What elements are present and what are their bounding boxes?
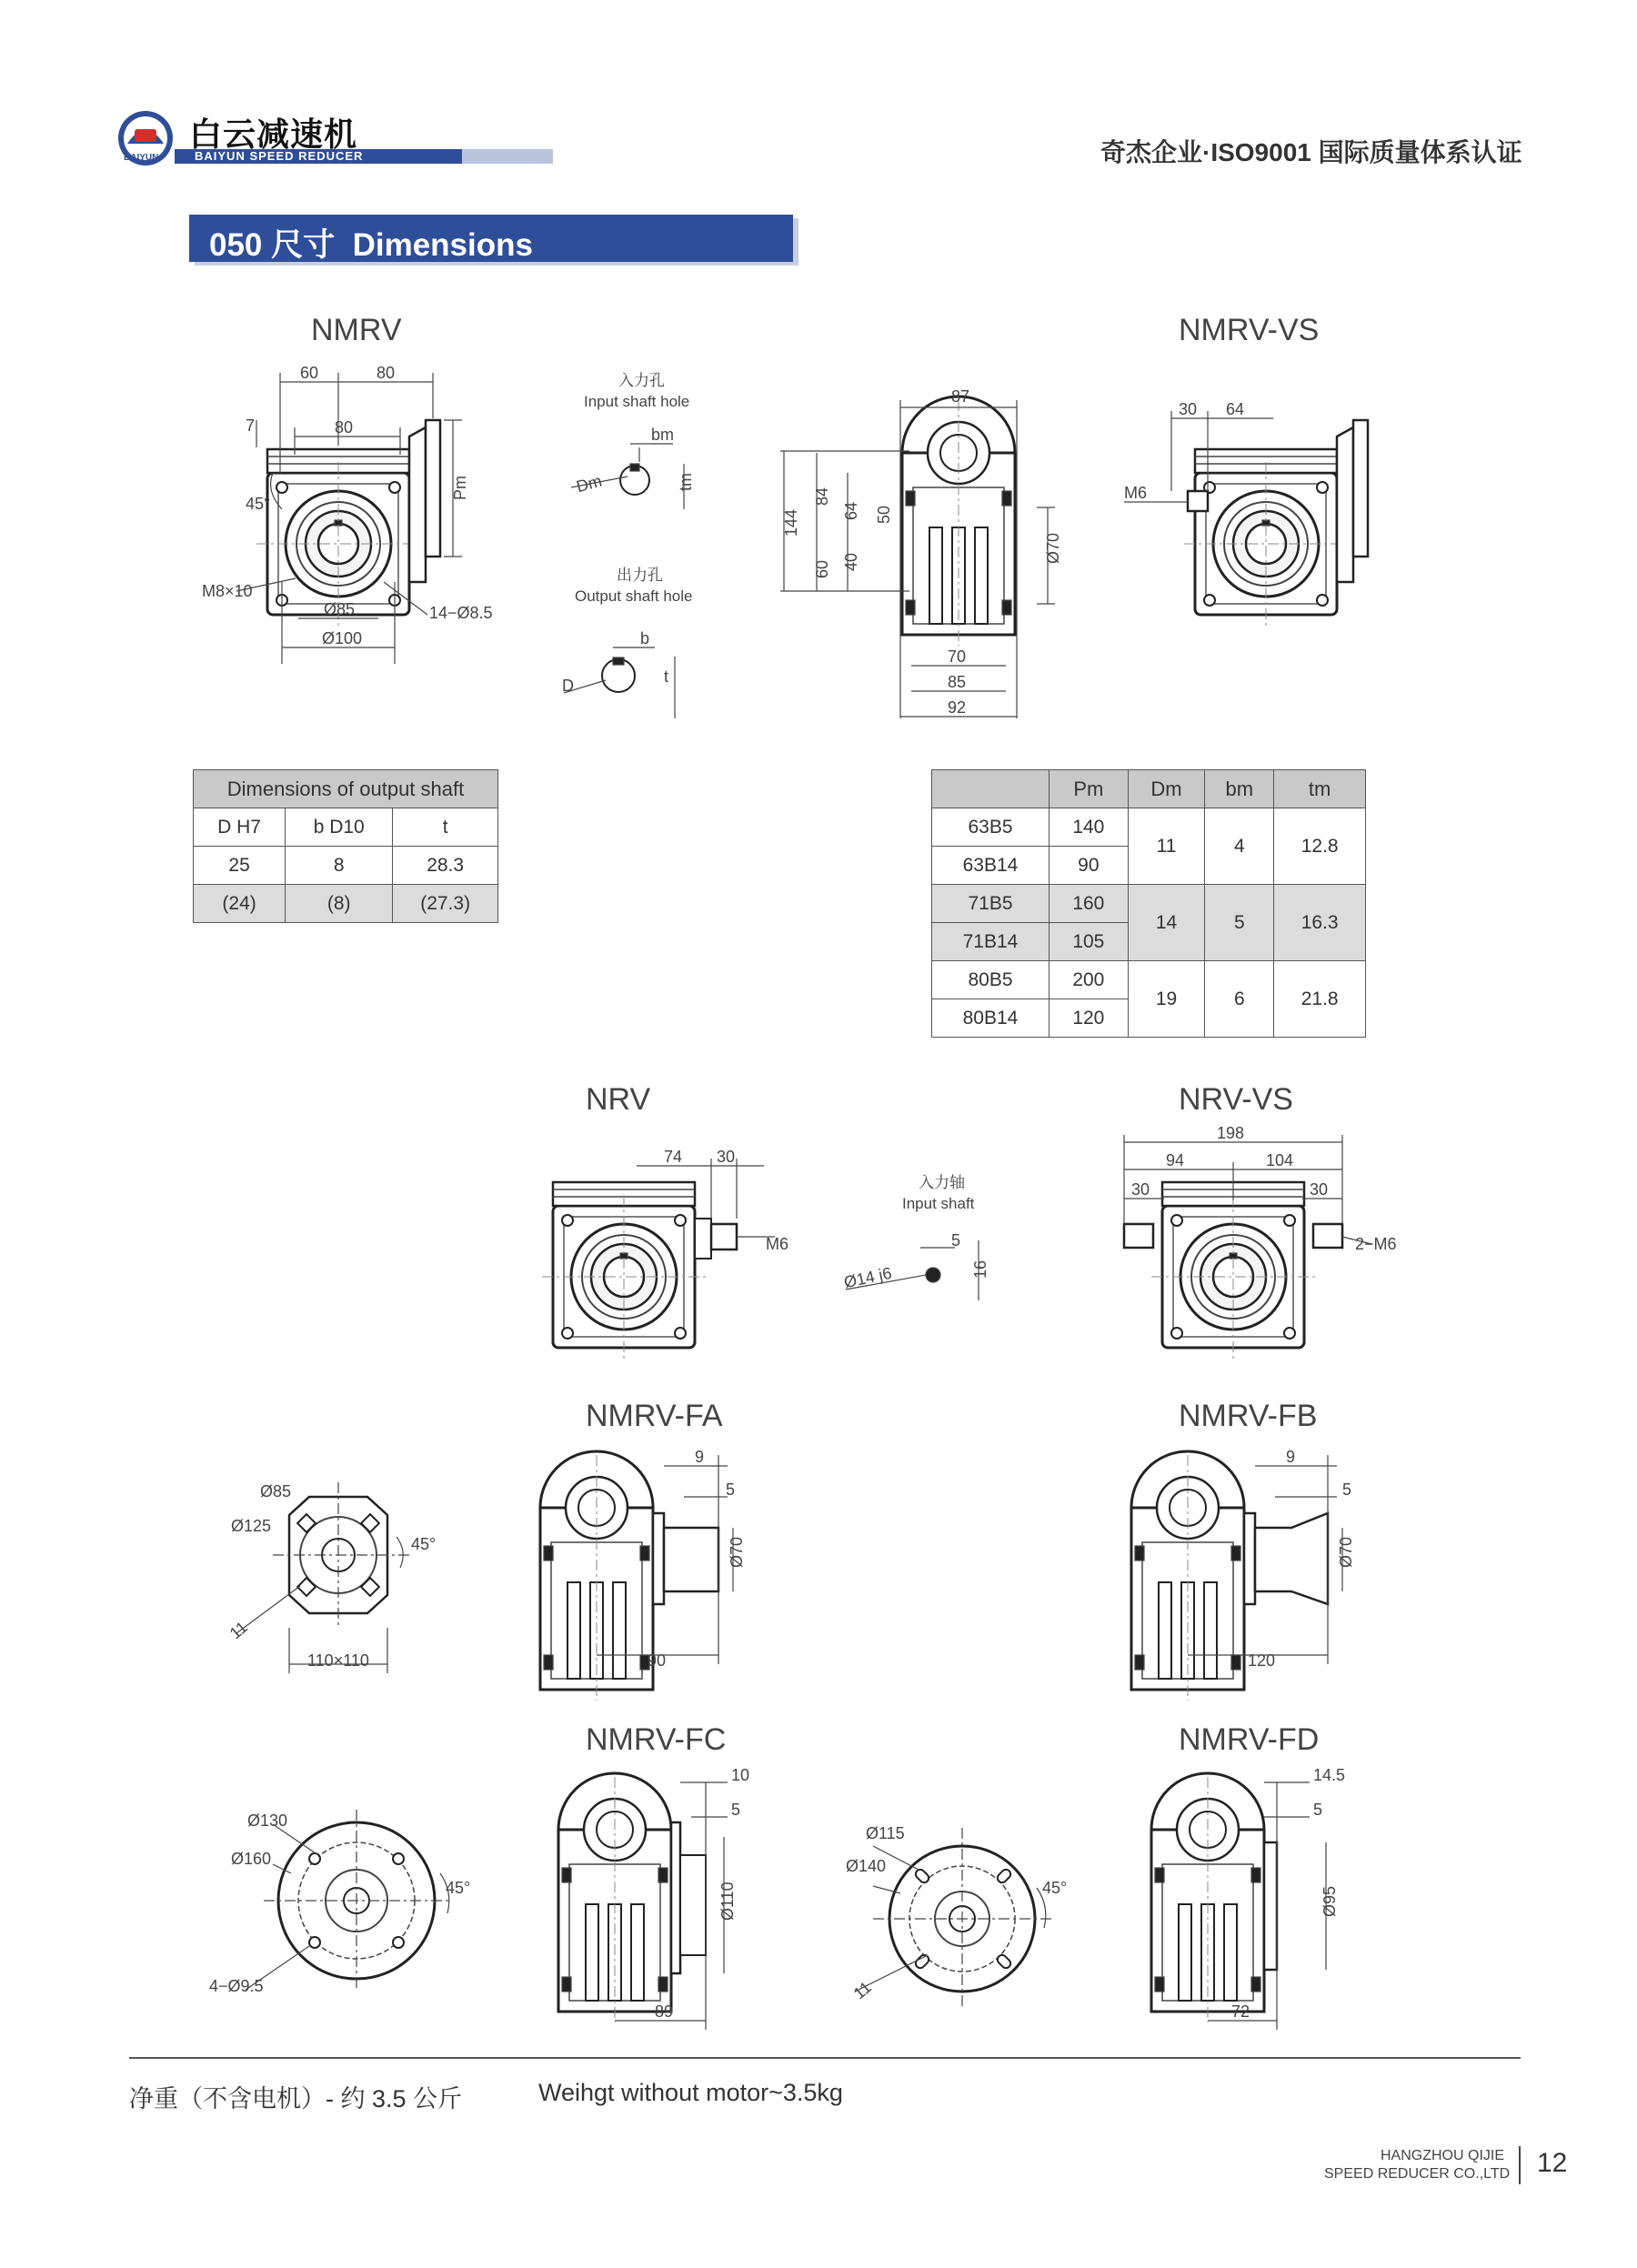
dim-label: 45° bbox=[446, 1879, 471, 1897]
table-cell: 25 bbox=[194, 847, 286, 885]
table-cell: 6 bbox=[1205, 961, 1274, 1038]
dim-label: M8×10 bbox=[202, 582, 253, 600]
dim-label: 4−Ø9.5 bbox=[209, 1977, 264, 1995]
dim-label: Ø85 bbox=[324, 600, 356, 618]
dim-label: 110×110 bbox=[307, 1651, 369, 1670]
output-hole-label-en: Output shaft hole bbox=[575, 587, 693, 605]
dim-label: M6 bbox=[1124, 484, 1148, 502]
dim-label: 87 bbox=[951, 387, 970, 406]
table-cell: 105 bbox=[1049, 923, 1129, 961]
table-cell: 16.3 bbox=[1274, 885, 1366, 961]
table-cell: 11 bbox=[1128, 808, 1205, 885]
table-cell: 8 bbox=[286, 847, 393, 885]
dim-label: bm bbox=[651, 426, 675, 444]
dim-label: 104 bbox=[1266, 1151, 1294, 1169]
table-cell: 120 bbox=[1049, 999, 1129, 1038]
certification-text: 奇杰企业·ISO9001 国际质量体系认证 bbox=[1100, 138, 1522, 166]
table-cell: 63B5 bbox=[932, 808, 1049, 847]
dim-label: 120 bbox=[1248, 1651, 1276, 1670]
table-header-cell: bm bbox=[1205, 770, 1274, 808]
dim-label: 5 bbox=[1342, 1480, 1352, 1499]
table-row bbox=[194, 847, 498, 885]
table-header-cell: D H7 bbox=[194, 808, 286, 847]
dim-label: Ø95 bbox=[1321, 1885, 1339, 1917]
dim-label: Ø160 bbox=[231, 1850, 272, 1868]
dim-label: 9 bbox=[1286, 1448, 1296, 1466]
page-separator bbox=[1519, 2146, 1521, 2184]
dim-label: tm bbox=[677, 473, 695, 491]
output-shaft-table bbox=[193, 769, 498, 923]
dim-label: 89 bbox=[655, 2002, 674, 2021]
dim-label: 60 bbox=[813, 559, 831, 578]
dim-label: 30 bbox=[1179, 400, 1198, 418]
dim-label: 60 bbox=[300, 364, 319, 382]
company-name-1: HANGZHOU QIJIE bbox=[1381, 2148, 1505, 2163]
dim-label: Dm bbox=[574, 471, 604, 497]
dim-label: Ø140 bbox=[846, 1857, 887, 1875]
table-cell: 80B5 bbox=[932, 961, 1049, 999]
dim-label: 9 bbox=[695, 1448, 705, 1466]
dim-label: 84 bbox=[813, 487, 831, 506]
table-header-cell: b D10 bbox=[286, 808, 393, 847]
dim-label: 70 bbox=[948, 647, 967, 666]
dim-label: 74 bbox=[664, 1148, 683, 1166]
input-hole-label-en: Input shaft hole bbox=[584, 393, 690, 410]
table-cell: 71B14 bbox=[932, 923, 1049, 961]
table-cell: 140 bbox=[1049, 808, 1129, 847]
output-table-title: Dimensions of output shaft bbox=[194, 770, 498, 808]
table-cell: 28.3 bbox=[393, 847, 498, 885]
input-shaft-label-cn: 入力轴 bbox=[919, 1174, 965, 1191]
dim-label: 45° bbox=[246, 495, 271, 513]
title-nrv-vs: NRV-VS bbox=[1179, 1082, 1293, 1117]
table-cell: 63B14 bbox=[932, 847, 1049, 885]
dim-label: 45° bbox=[411, 1535, 437, 1553]
dim-label: 94 bbox=[1166, 1151, 1185, 1169]
dim-label: Ø110 bbox=[718, 1882, 737, 1921]
dim-label: D bbox=[562, 677, 574, 695]
logo-english-text: BAIYUN SPEED REDUCER bbox=[195, 149, 364, 163]
dim-label: Ø70 bbox=[1044, 532, 1062, 564]
input-flange-table bbox=[931, 769, 1366, 1038]
dim-label: 45° bbox=[1042, 1879, 1068, 1897]
input-hole-label-cn: 入力孔 bbox=[618, 372, 665, 389]
dim-label: 14−Ø8.5 bbox=[429, 604, 493, 622]
dim-label: Pm bbox=[451, 476, 469, 500]
output-hole-label-cn: 出力孔 bbox=[617, 567, 663, 584]
dim-label: 16 bbox=[971, 1259, 989, 1279]
weight-cn: 净重（不含电机）- 约 3.5 公斤 bbox=[129, 2085, 463, 2112]
table-row bbox=[932, 961, 1366, 999]
dim-label: b bbox=[640, 629, 650, 647]
table-header-cell bbox=[932, 770, 1049, 808]
page-number: 12 bbox=[1537, 2148, 1568, 2178]
table-row bbox=[932, 808, 1366, 847]
dim-label: 30 bbox=[1131, 1180, 1150, 1199]
dim-label: 85 bbox=[948, 673, 967, 691]
dim-label: 10 bbox=[731, 1766, 750, 1784]
dim-label: 5 bbox=[726, 1480, 736, 1499]
title-nmrv-fc: NMRV-FC bbox=[586, 1722, 727, 1757]
dim-label: 198 bbox=[1217, 1124, 1245, 1142]
dim-label: 30 bbox=[1310, 1180, 1329, 1199]
table-cell: 160 bbox=[1049, 885, 1129, 923]
table-cell: 5 bbox=[1205, 885, 1274, 961]
table-header-cell: tm bbox=[1274, 770, 1366, 808]
table-row bbox=[932, 885, 1366, 923]
dim-label: 5 bbox=[731, 1801, 741, 1819]
table-cell: (8) bbox=[286, 885, 393, 923]
dim-label: 80 bbox=[377, 364, 396, 382]
dim-label: 30 bbox=[717, 1148, 736, 1166]
title-nmrv: NMRV bbox=[311, 313, 402, 347]
logo-badge-text: BAIYUN bbox=[124, 153, 159, 163]
dim-label: 7 bbox=[246, 416, 256, 435]
dim-label: 92 bbox=[948, 698, 967, 717]
title-nmrv-fb: NMRV-FB bbox=[1179, 1399, 1318, 1433]
table-cell: 90 bbox=[1049, 847, 1129, 885]
dim-label: 5 bbox=[951, 1231, 961, 1249]
company-name-2: SPEED REDUCER CO.,LTD bbox=[1324, 2166, 1511, 2182]
dim-label: Ø130 bbox=[247, 1811, 288, 1830]
table-cell: 4 bbox=[1205, 808, 1274, 885]
dim-label: 90 bbox=[648, 1651, 667, 1670]
table-row bbox=[194, 885, 498, 923]
table-cell: 71B5 bbox=[932, 885, 1049, 923]
dim-label: t bbox=[664, 667, 669, 686]
logo-chinese-text: 白云减速机 bbox=[189, 115, 358, 153]
dim-label: 40 bbox=[842, 552, 860, 571]
table-header-cell: t bbox=[393, 808, 498, 847]
dim-label: Ø100 bbox=[322, 629, 363, 647]
dim-label: Ø14 j6 bbox=[842, 1263, 894, 1292]
title-nmrv-vs: NMRV-VS bbox=[1179, 313, 1320, 347]
dim-label: M6 bbox=[766, 1235, 789, 1253]
dim-label: 64 bbox=[1226, 400, 1245, 418]
table-header-cell: Dm bbox=[1128, 770, 1205, 808]
dim-label: 11 bbox=[226, 1618, 251, 1643]
dim-label: 14.5 bbox=[1313, 1766, 1346, 1784]
table-cell: (24) bbox=[194, 885, 286, 923]
dim-label: 50 bbox=[875, 505, 893, 524]
dim-label: Ø70 bbox=[728, 1536, 746, 1568]
footer-divider bbox=[129, 2057, 1521, 2059]
table-cell: 14 bbox=[1128, 885, 1205, 961]
table-cell: 12.8 bbox=[1274, 808, 1366, 885]
dim-label: 80 bbox=[335, 418, 354, 437]
dim-label: 144 bbox=[782, 508, 800, 537]
title-nrv: NRV bbox=[586, 1082, 651, 1117]
input-shaft-label-en: Input shaft bbox=[902, 1195, 975, 1212]
title-nmrv-fa: NMRV-FA bbox=[586, 1399, 723, 1433]
dim-label: 5 bbox=[1313, 1801, 1323, 1819]
dim-label: Ø85 bbox=[260, 1482, 292, 1500]
table-cell: 200 bbox=[1049, 961, 1129, 999]
dim-label: Ø70 bbox=[1337, 1536, 1355, 1568]
dim-label: Ø115 bbox=[866, 1824, 905, 1842]
weight-en: Weihgt without motor~3.5kg bbox=[538, 2079, 843, 2106]
dim-label: 72 bbox=[1231, 2002, 1250, 2021]
title-nmrv-fd: NMRV-FD bbox=[1179, 1722, 1320, 1757]
table-header-cell: Pm bbox=[1049, 770, 1129, 808]
table-cell: 21.8 bbox=[1274, 961, 1366, 1038]
table-cell: 19 bbox=[1128, 961, 1205, 1038]
dim-label: 2−M6 bbox=[1355, 1235, 1397, 1253]
dim-label: 64 bbox=[842, 501, 860, 520]
section-title: 050 尺寸 Dimensions bbox=[209, 227, 533, 263]
table-cell: 80B14 bbox=[932, 999, 1049, 1038]
dim-label: Ø125 bbox=[231, 1517, 272, 1535]
dim-label: 11 bbox=[849, 1978, 875, 2003]
table-cell: (27.3) bbox=[393, 885, 498, 923]
